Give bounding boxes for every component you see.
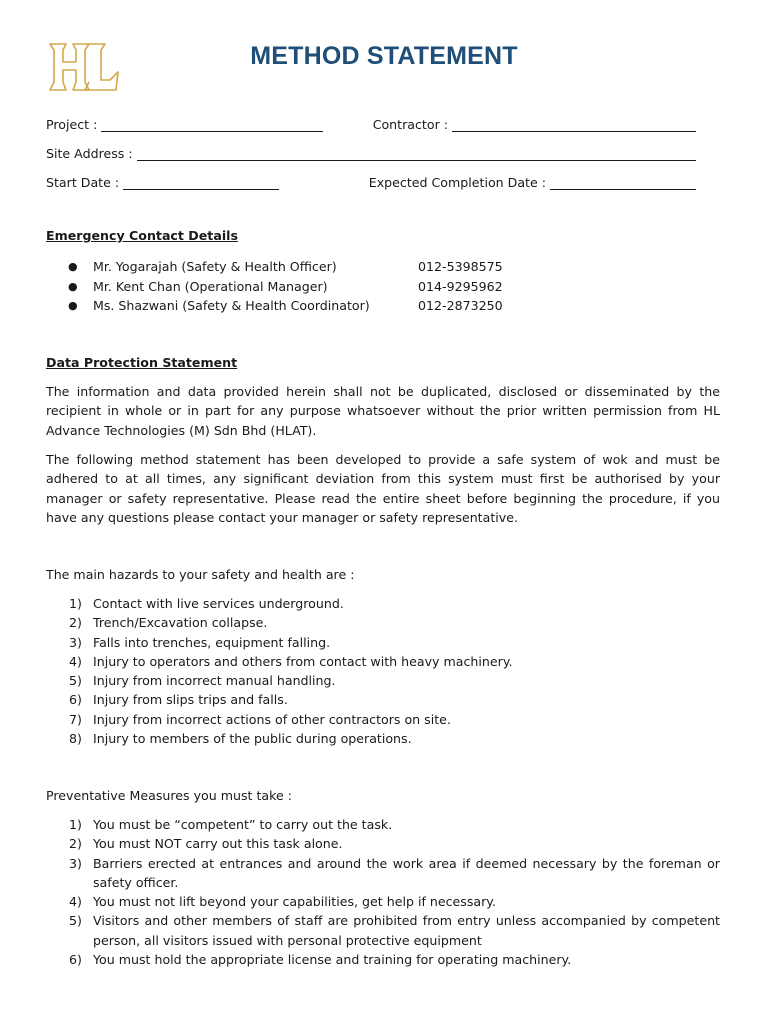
bullet-icon: ● <box>68 299 78 313</box>
measure-text: You must hold the appropriate license and training for operating machinery. <box>93 952 572 968</box>
project-field[interactable] <box>46 117 323 132</box>
measure-item <box>46 911 720 950</box>
measure-item <box>46 892 720 911</box>
measure-text: Barriers erected at entrances and around the work area if deemed necessary by the foreman or safety officer. <box>93 855 720 890</box>
measure-text: You must not lift beyond your capabilities, get help if necessary. <box>93 894 496 910</box>
dates-row <box>46 170 696 190</box>
bullet-icon: ● <box>68 279 78 293</box>
measure-number: 4) <box>69 894 82 910</box>
hazard-item <box>46 652 720 671</box>
contact-phone: 012-5398575 <box>418 259 503 275</box>
method-intro-paragraph: The following method statement has been developed to provide a safe system of wok and must be adhered to at all times, any significant deviation from this system must first be authorised by your manager or safety representative. Please read the entire sheet before beginning the procedure, if you have any questions please contact your manager or safety representative. <box>46 452 720 525</box>
emergency-heading: Emergency Contact Details <box>46 228 238 243</box>
start-date-field[interactable] <box>46 175 279 190</box>
data-protection-heading: Data Protection Statement <box>46 355 238 370</box>
measure-number: 2) <box>69 836 82 852</box>
contact-name: Mr. Yogarajah (Safety & Health Officer) <box>93 259 337 275</box>
hazard-text: Injury to operators and others from contact with heavy machinery. <box>93 653 513 669</box>
hazard-number: 1) <box>69 596 82 611</box>
project-label: Project : <box>46 117 98 132</box>
hazard-item <box>46 710 720 729</box>
contractor-line[interactable] <box>452 117 696 132</box>
contact-phone: 014-9295962 <box>418 278 503 294</box>
hazard-number: 4) <box>69 653 82 669</box>
hazard-text: Injury from incorrect manual handling. <box>93 673 336 689</box>
hazard-number: 5) <box>69 673 82 689</box>
measures-intro: Preventative Measures you must take : <box>46 788 292 803</box>
hazard-text: Contact with live services underground. <box>93 596 344 611</box>
contractor-label: Contractor : <box>372 117 448 132</box>
completion-date-field[interactable] <box>369 175 696 190</box>
hazard-text: Injury from slips trips and falls. <box>93 692 288 708</box>
measure-number: 5) <box>69 913 82 929</box>
hazard-item <box>46 729 720 748</box>
start-date-label: Start Date : <box>46 175 120 190</box>
completion-date-line[interactable] <box>550 175 696 190</box>
site-address-field[interactable] <box>46 146 696 161</box>
site-address-row <box>46 141 696 161</box>
hazard-number: 8) <box>69 731 82 747</box>
hazard-number: 2) <box>69 615 82 631</box>
project-contractor-row <box>46 112 696 132</box>
contact-item <box>46 257 666 277</box>
site-address-line[interactable] <box>137 146 696 161</box>
hazard-item <box>46 613 720 632</box>
project-line[interactable] <box>101 117 323 132</box>
measure-item <box>46 834 720 853</box>
contact-item <box>46 296 666 316</box>
hazard-item <box>46 671 720 690</box>
start-date-line[interactable] <box>123 175 279 190</box>
measure-text: You must NOT carry out this task alone. <box>93 836 343 852</box>
hazard-number: 7) <box>69 711 82 727</box>
completion-date-label: Expected Completion Date : <box>368 175 546 190</box>
hazards-intro: The main hazards to your safety and health are : <box>46 567 355 582</box>
measure-text: Visitors and other members of staff are prohibited from entry unless accompanied by competent person, all visitors issued with personal protective equipment <box>93 913 720 948</box>
hazard-text: Falls into trenches, equipment falling. <box>93 634 331 650</box>
hazard-item <box>46 633 720 652</box>
hazard-text: Injury to members of the public during operations. <box>93 731 412 747</box>
measure-number: 1) <box>69 817 82 832</box>
site-address-label: Site Address : <box>46 146 133 161</box>
hazard-item <box>46 594 720 613</box>
hazard-number: 3) <box>69 634 82 650</box>
measure-item <box>46 815 720 834</box>
contact-item <box>46 277 666 297</box>
hazard-item <box>46 690 720 709</box>
data-protection-paragraph: The information and data provided herein shall not be duplicated, disclosed or disseminated by the recipient in whole or in part for any purpose whatsoever without the prior written permission from HL Advance Technologies (M) Sdn Bhd (HLAT). <box>46 384 720 438</box>
hazards-list <box>46 594 720 748</box>
hazard-number: 6) <box>69 692 82 708</box>
measure-text: You must be “competent” to carry out the task. <box>93 817 393 832</box>
measure-number: 3) <box>69 855 82 871</box>
hazard-text: Trench/Excavation collapse. <box>93 615 268 631</box>
bullet-icon: ● <box>68 260 78 274</box>
contact-list <box>46 257 666 316</box>
measure-item <box>46 950 720 969</box>
hazard-text: Injury from incorrect actions of other contractors on site. <box>93 711 451 727</box>
measure-item <box>46 854 720 893</box>
measure-number: 6) <box>69 952 82 968</box>
contact-name: Mr. Kent Chan (Operational Manager) <box>93 278 328 294</box>
page-title: METHOD STATEMENT <box>250 42 518 70</box>
contractor-field[interactable] <box>373 117 696 132</box>
contact-name: Ms. Shazwani (Safety & Health Coordinator) <box>93 298 370 314</box>
contact-phone: 012-2873250 <box>418 298 503 314</box>
measures-list <box>46 815 720 969</box>
